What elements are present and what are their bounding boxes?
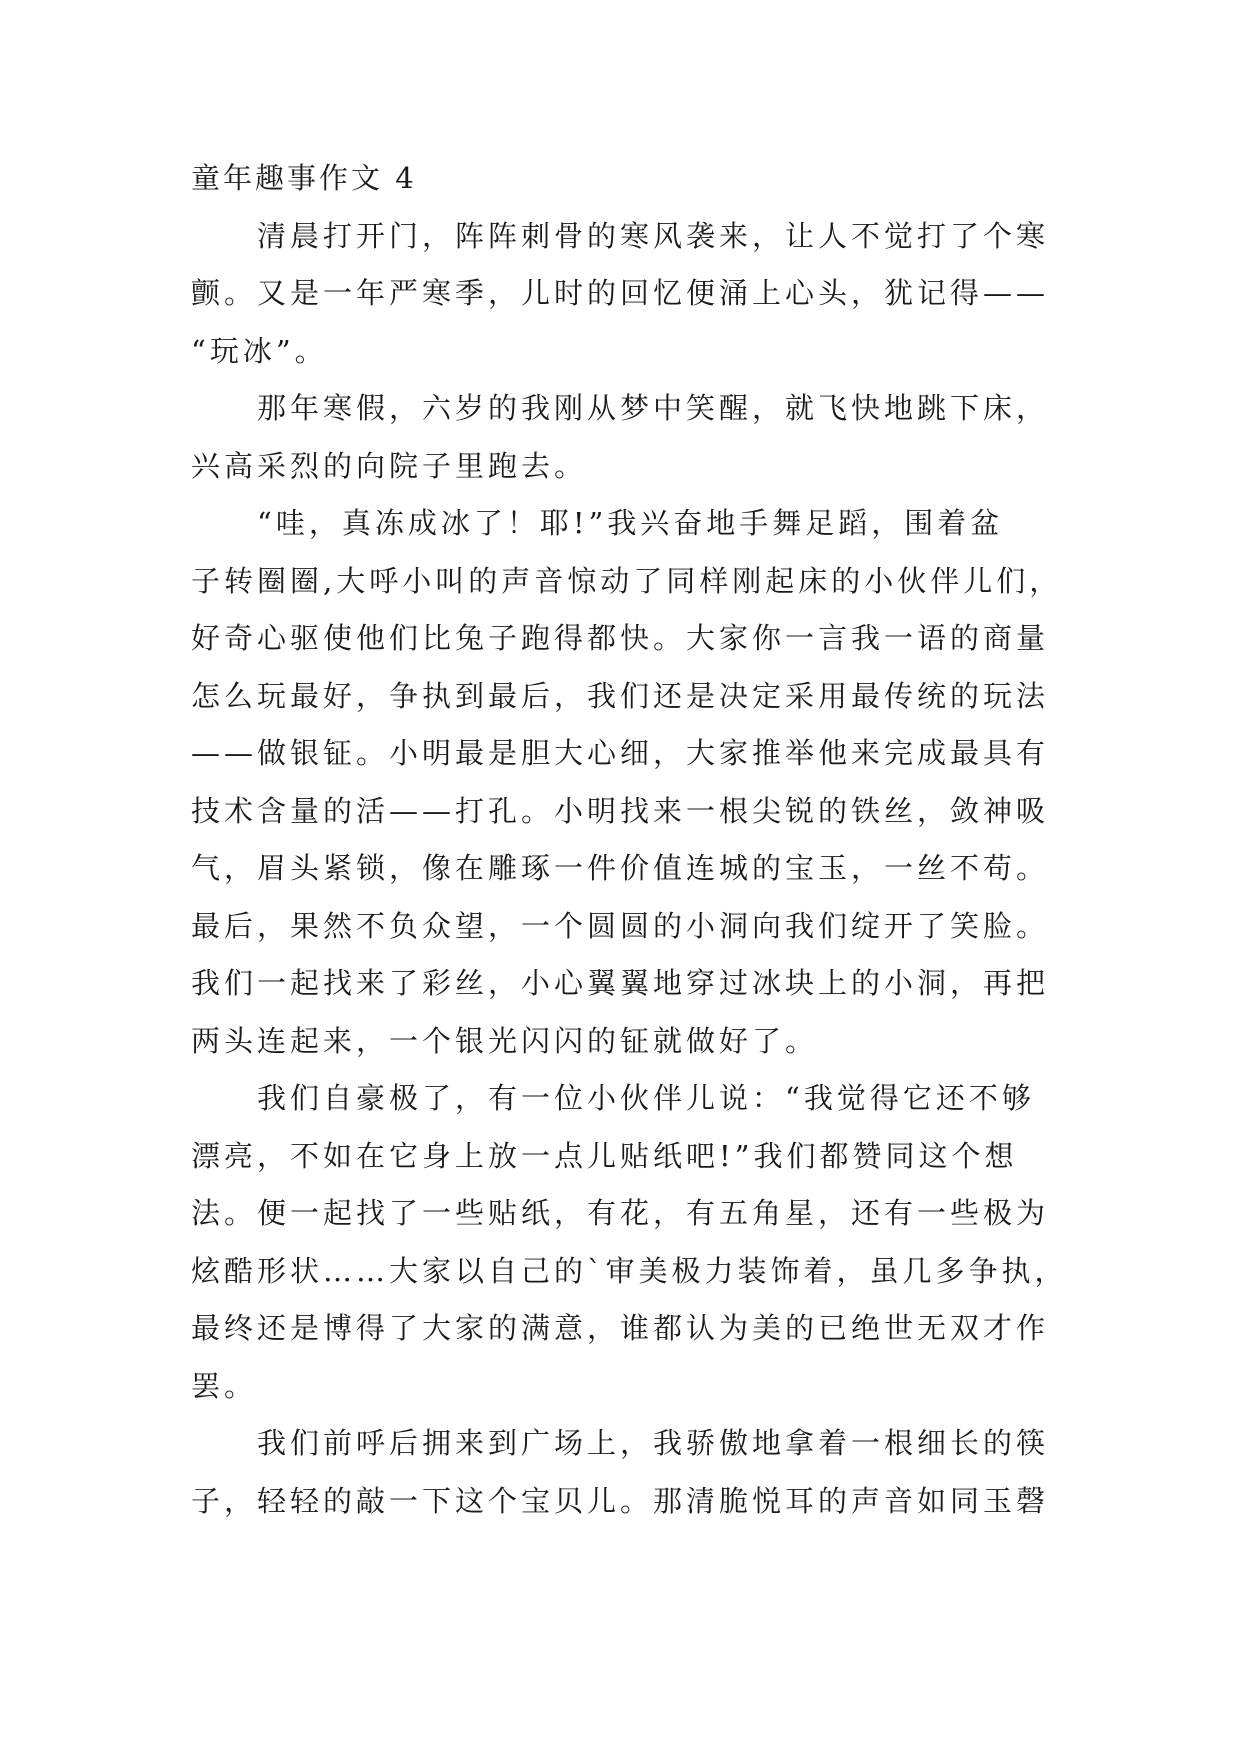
text-line: 最终还是博得了大家的满意，谁都认为美的已绝世无双才作 bbox=[191, 1311, 1050, 1345]
text-line: 罢。 bbox=[191, 1368, 258, 1403]
text-line: 我们前呼后拥来到广场上，我骄傲地拿着一根细长的筷 bbox=[257, 1426, 1050, 1460]
text-line: 最后，果然不负众望，一个圆圆的小洞向我们绽开了笑脸。 bbox=[191, 908, 1050, 943]
text-line: 子转圈圈,大呼小叫的声音惊动了同样刚起床的小伙伴儿们， bbox=[191, 563, 1063, 598]
text-line: 我们一起找来了彩丝，小心翼翼地穿过冰块上的小洞，再把 bbox=[191, 966, 1050, 1000]
text-line: 兴高采烈的向院子里跑去。 bbox=[191, 448, 588, 483]
text-line: 两头连起来，一个银光闪闪的钲就做好了。 bbox=[191, 1023, 819, 1058]
text-line: 炫酷形状……大家以自己的`审美极力装饰着，虽几多争执， bbox=[191, 1253, 1068, 1288]
document-body bbox=[191, 150, 1068, 1530]
text-line: 技术含量的活——打孔。小明找来一根尖锐的铁丝，敛神吸 bbox=[191, 793, 1050, 828]
text-line: 我们自豪极了，有一位小伙伴儿说：“我觉得它还不够 bbox=[257, 1081, 1035, 1115]
text-line: 子，轻轻的敲一下这个宝贝儿。那清脆悦耳的声音如同玉磬 bbox=[191, 1483, 1050, 1518]
text-line: 气，眉头紧锁，像在雕琢一件价值连城的宝玉，一丝不苟。 bbox=[191, 851, 1050, 885]
text-line: 漂亮，不如在它身上放一点儿贴纸吧!”我们都赞同这个想 bbox=[191, 1138, 1018, 1173]
text-line: 清晨打开门，阵阵刺骨的寒风袭来，让人不觉打了个寒 bbox=[257, 218, 1050, 253]
document-title: 童年趣事作文 4 bbox=[191, 161, 417, 195]
text-line: “玩冰”。 bbox=[191, 333, 328, 368]
text-line: 那年寒假，六岁的我刚从梦中笑醒，就飞快地跳下床， bbox=[257, 391, 1050, 425]
text-line: 法。便一起找了一些贴纸，有花，有五角星，还有一些极为 bbox=[191, 1196, 1050, 1230]
text-line: ——做银钲。小明最是胆大心细，大家推举他来完成最具有 bbox=[191, 736, 1050, 770]
text-line: 怎么玩最好，争执到最后，我们还是决定采用最传统的玩法 bbox=[191, 678, 1050, 713]
text-line: “哇，真冻成冰了！耶!”我兴奋地手舞足蹈，围着盆 bbox=[257, 506, 1004, 540]
text-line: 好奇心驱使他们比兔子跑得都快。大家你一言我一语的商量 bbox=[191, 621, 1050, 655]
text-line: 颤。又是一年严寒季，儿时的回忆便涌上心头，犹记得—— bbox=[191, 276, 1050, 310]
